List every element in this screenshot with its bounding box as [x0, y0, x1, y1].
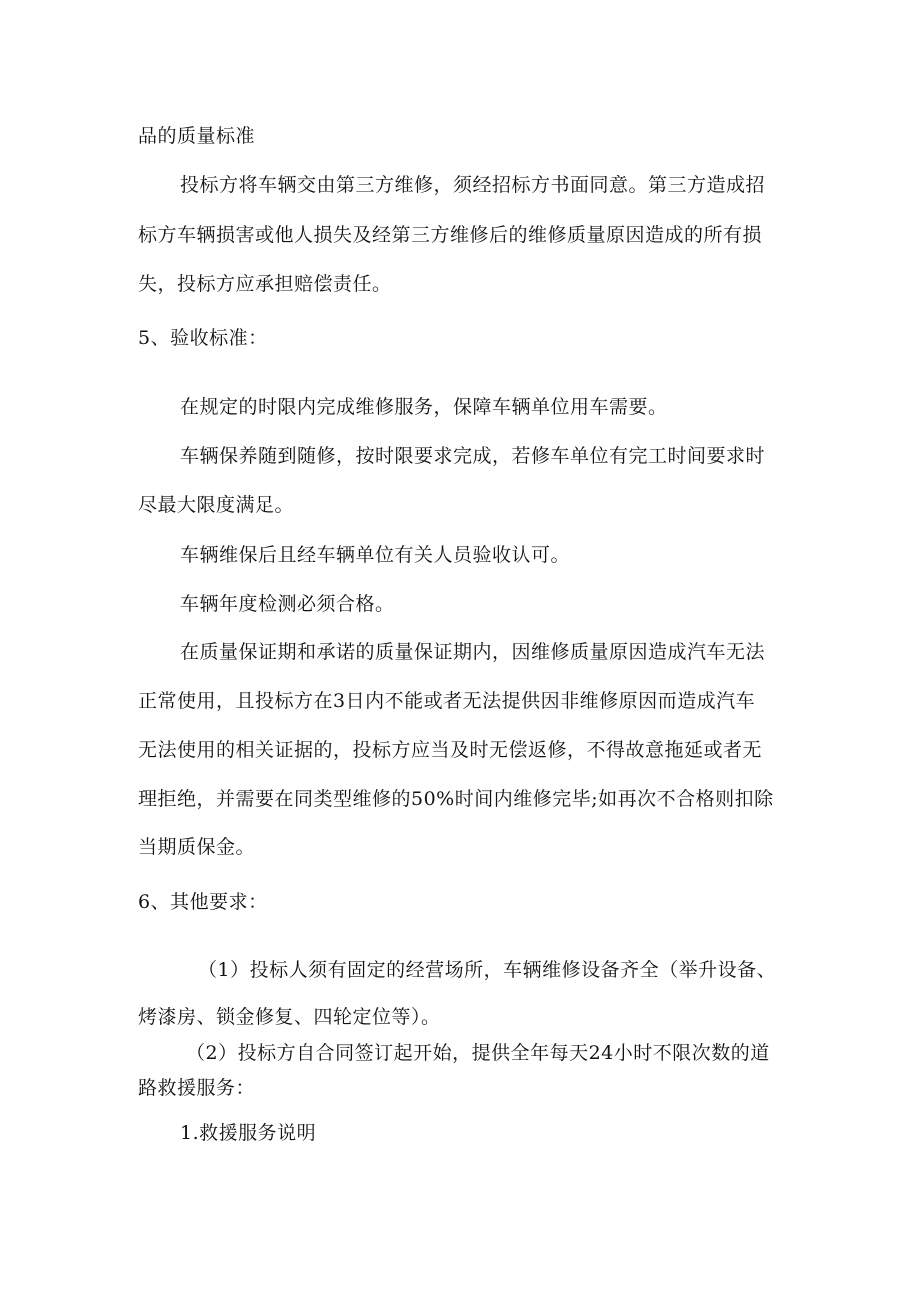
paragraph-maintenance: 车辆保养随到随修，按时限要求完成，若修车单位有完工时间要求时	[180, 445, 766, 467]
section-heading-other-requirements: 6、其他要求：	[138, 891, 268, 913]
paragraph-warranty: 在质量保证期和承诺的质量保证期内，因维修质量原因造成汽车无法	[180, 641, 766, 663]
list-item-2: （2）投标方自合同签订起开始，提供全年每天24小时不限次数的道	[186, 1042, 770, 1064]
text-line: 品的质量标准	[138, 125, 256, 147]
paragraph-third-party-repair: 投标方将车辆交由第三方维修，须经招标方书面同意。第三方造成招	[180, 174, 766, 196]
text-line: 尽最大限度满足。	[138, 494, 295, 516]
text-line: 正常使用，且投标方在3日内不能或者无法提供因非维修原因而造成汽车	[138, 690, 756, 712]
text-line: 理拒绝，并需要在同类型维修的50%时间内维修完毕;如再次不合格则扣除	[138, 788, 774, 810]
paragraph-annual-inspection: 车辆年度检测必须合格。	[180, 593, 395, 615]
text-line: 标方车辆损害或他人损失及经第三方维修后的维修质量原因造成的所有损	[138, 224, 763, 246]
text-line: 烤漆房、锁金修复、四轮定位等）。	[138, 1006, 441, 1028]
text-line: 无法使用的相关证据的，投标方应当及时无偿返修，不得故意拖延或者无	[138, 739, 763, 761]
text-line: 失，投标方应承担赔偿责任。	[138, 273, 392, 295]
subsection-heading-rescue: 1.救援服务说明	[180, 1122, 317, 1144]
text-line: 当期质保金。	[138, 836, 256, 858]
paragraph-acceptance: 车辆维保后且经车辆单位有关人员验收认可。	[180, 544, 571, 566]
text-line: 路救援服务：	[138, 1077, 256, 1099]
section-heading-acceptance: 5、验收标准：	[138, 327, 268, 349]
paragraph-service-time: 在规定的时限内完成维修服务，保障车辆单位用车需要。	[180, 396, 668, 418]
list-item-1: （1）投标人须有固定的经营场所，车辆维修设备齐全（举升设备、	[198, 959, 777, 981]
